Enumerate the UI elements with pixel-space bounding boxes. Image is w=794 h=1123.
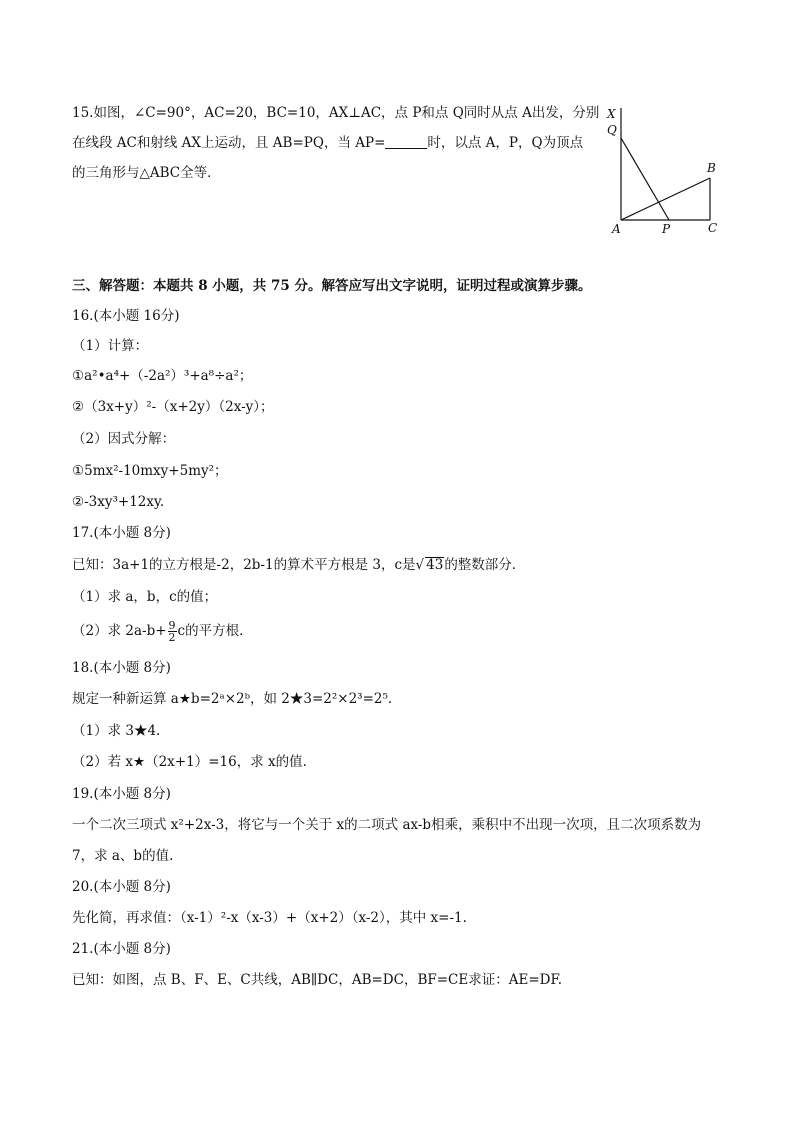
label-a: A: [612, 222, 621, 236]
q18-part-1: （1）求 3★4.: [72, 723, 161, 739]
q15-line-1-prefix: 15.如图，∠C=90°，: [72, 105, 205, 121]
q16-header: 16.(本小题 16分): [72, 308, 180, 324]
q18-header: 18.(本小题 8分): [72, 660, 171, 676]
q17-stem-a: 已知：3a+1的立方根是-2，2b-1的算术平方根是 3，c是: [72, 557, 416, 573]
q20-line-1: 先化简，再求值：（x-1）²-x（x-3）+（x+2）（x-2），其中 x=-1.: [72, 910, 467, 926]
q15-line-2: [72, 133, 583, 153]
q18-stem: 规定一种新运算 a★b=2ᵃ×2ᵇ，如 2★3=2²×2³=2⁵.: [72, 691, 393, 707]
q17-part-2: [72, 618, 253, 644]
fraction: [168, 620, 177, 643]
q21-line-1: 已知：如图，点 B、F、E、C共线，AB∥DC，AB=DC，BF=CE求证：AE=DF.: [72, 972, 563, 988]
q17-part-1: （1）求 a，b，c的值；: [72, 589, 218, 605]
q15-line-3: 的三角形与△ABC全等．: [72, 165, 221, 181]
label-p: P: [662, 222, 671, 236]
q19-line-2: 7，求 a、b的值.: [72, 848, 174, 864]
label-c: C: [708, 221, 718, 235]
q21-header: 21.(本小题 8分): [72, 941, 171, 957]
q16-item-2: ②（3x+y）²-（x+2y）（2x-y）；: [72, 399, 274, 415]
q16-part-1: （1）计算：: [72, 338, 149, 354]
answer-blank[interactable]: [385, 134, 427, 149]
q15-line-1: [72, 103, 599, 123]
q17-part-2-b: c的平方根．: [177, 623, 253, 639]
fraction-numerator: 9: [168, 619, 176, 632]
q15-line-2-b: 时，以点 A，P，Q为顶点: [427, 135, 584, 151]
q17-header: 17.(本小题 8分): [72, 525, 171, 541]
q16-item-4: ②-3xy³+12xy.: [72, 494, 165, 510]
q15-figure: [600, 100, 730, 240]
q19-line-1: 一个二次三项式 x²+2x-3，将它与一个关于 x的二项式 ax-b相乘，乘积中不出现一次项，且二次项系数为: [72, 817, 702, 833]
q17-stem-b: 的整数部分．: [444, 557, 526, 573]
q15-line-2-a: 在线段 AC和射线 AX上运动，且 AB=PQ，当 AP=: [72, 135, 386, 151]
q20-header: 20.(本小题 8分): [72, 879, 171, 895]
fraction-denominator: 2: [168, 631, 176, 644]
label-q: Q: [607, 123, 617, 137]
sqrt-symbol: √: [415, 557, 425, 573]
label-x: X: [607, 107, 616, 121]
section-3-heading: 三、解答题：本题共 8 小题，共 75 分。解答应写出文字说明，证明过程或演算步骤。: [72, 278, 592, 294]
q19-header: 19.(本小题 8分): [72, 786, 171, 802]
q17-stem: [72, 555, 525, 575]
q16-part-2: （2）因式分解：: [72, 431, 176, 447]
q15-line-1-mid: AC=20，BC=10，AX⊥AC，点 P和点 Q同时从点 A出发，分别: [204, 105, 600, 121]
q16-item-1: ①a²•a⁴+（-2a²）³+a⁸÷a²；: [72, 368, 253, 384]
q18-part-2: （2）若 x★（2x+1）=16，求 x的值.: [72, 754, 307, 770]
segment-pq: [621, 138, 669, 220]
q17-part-2-a: （2）求 2a-b+: [72, 623, 167, 639]
label-b: B: [707, 161, 716, 175]
sqrt-radicand: 43: [426, 557, 444, 573]
q16-item-3: ①5mx²-10mxy+5my²；: [72, 463, 228, 479]
